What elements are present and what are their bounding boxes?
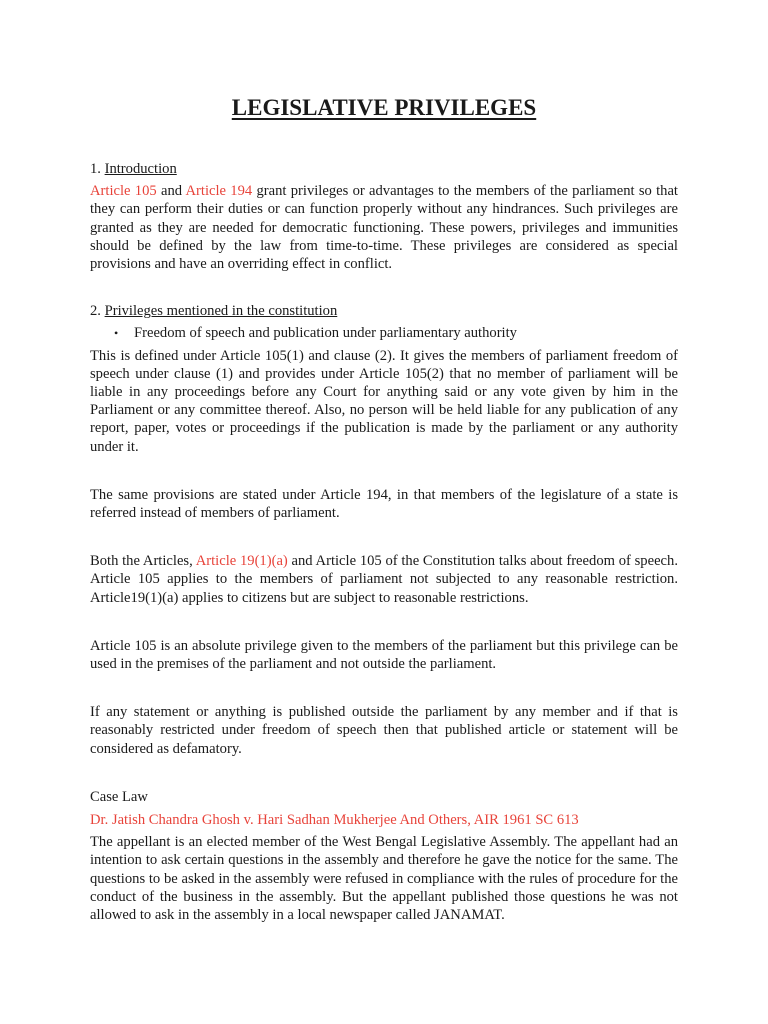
- article-19-link[interactable]: Article 19(1)(a): [195, 553, 288, 570]
- introduction-paragraph: Article 105 and Article 194 grant privileges or advantages to the members of the parliament so that they can perform their duties or can function properly without any hindrances. Such privileges are granted as they are needed for democratic functioning. These powers, privileges and immunities should be defined by the law from time-to-time. These privileges are considered as special provisions and have an overriding effect in conflict.: [90, 183, 678, 273]
- bullet-item: • Freedom of speech and publication under parliamentary authority: [114, 325, 517, 342]
- paragraph-article-194: The same provisions are stated under Article 194, in that members of the legislature of a state is referred instead of members of parliament.: [90, 486, 678, 522]
- section-heading-privileges: 2. Privileges mentioned in the constitution: [90, 303, 338, 320]
- article-105-link[interactable]: Article 105: [90, 183, 157, 200]
- paragraph-article-105-definition: This is defined under Article 105(1) and clause (2). It gives the members of parliament freedom of speech under clause (1) and provides under Article 105(2) that no member of parliament will be liable in any proceedings before any Court for anything said or any vote given by him in the Parliament or any committee thereof. Also, no person will be held liable for any publication of any report, paper, votes or proceedings if the publication is made by the parliament or any authority under it.: [90, 347, 678, 455]
- case-law-paragraph: The appellant is an elected member of the West Bengal Legislative Assembly. The appellant had an intention to ask certain questions in the assembly and therefore he gave the notice for the same. The questions to be asked in the assembly were refused in compliance with the rules of procedure for the conduct of the business in the assembly. But the appellant published those questions he was not allowed to ask in the assembly in a local newspaper called JANAMAT.: [90, 834, 678, 924]
- case-citation-link[interactable]: Dr. Jatish Chandra Ghosh v. Hari Sadhan Mukherjee And Others, AIR 1961 SC 613: [90, 812, 579, 829]
- paragraph-article-19: Both the Articles, Article 19(1)(a) and Article 105 of the Constitution talks about freedom of speech. Article 105 applies to the members of parliament not subjected to any reasonable restriction. Article19(1)(a) applies to citizens but are subject to reasonable restrictions.: [90, 553, 678, 606]
- section-heading-introduction: 1. Introduction: [90, 161, 177, 177]
- document-title: LEGISLATIVE PRIVILEGES: [231, 95, 537, 120]
- paragraph-defamatory: If any statement or anything is published outside the parliament by any member and if that is reasonably restricted under freedom of speech then that published article or statement will be considered as defamatory.: [90, 704, 678, 757]
- document-body: [90, 160, 678, 924]
- case-law-heading: Case Law: [90, 788, 148, 805]
- article-194-link[interactable]: Article 194: [185, 183, 253, 200]
- paragraph-absolute-privilege: Article 105 is an absolute privilege given to the members of the parliament but this privilege can be used in the premises of the parliament and not outside the parliament.: [90, 637, 678, 673]
- bullet-icon: •: [114, 326, 119, 341]
